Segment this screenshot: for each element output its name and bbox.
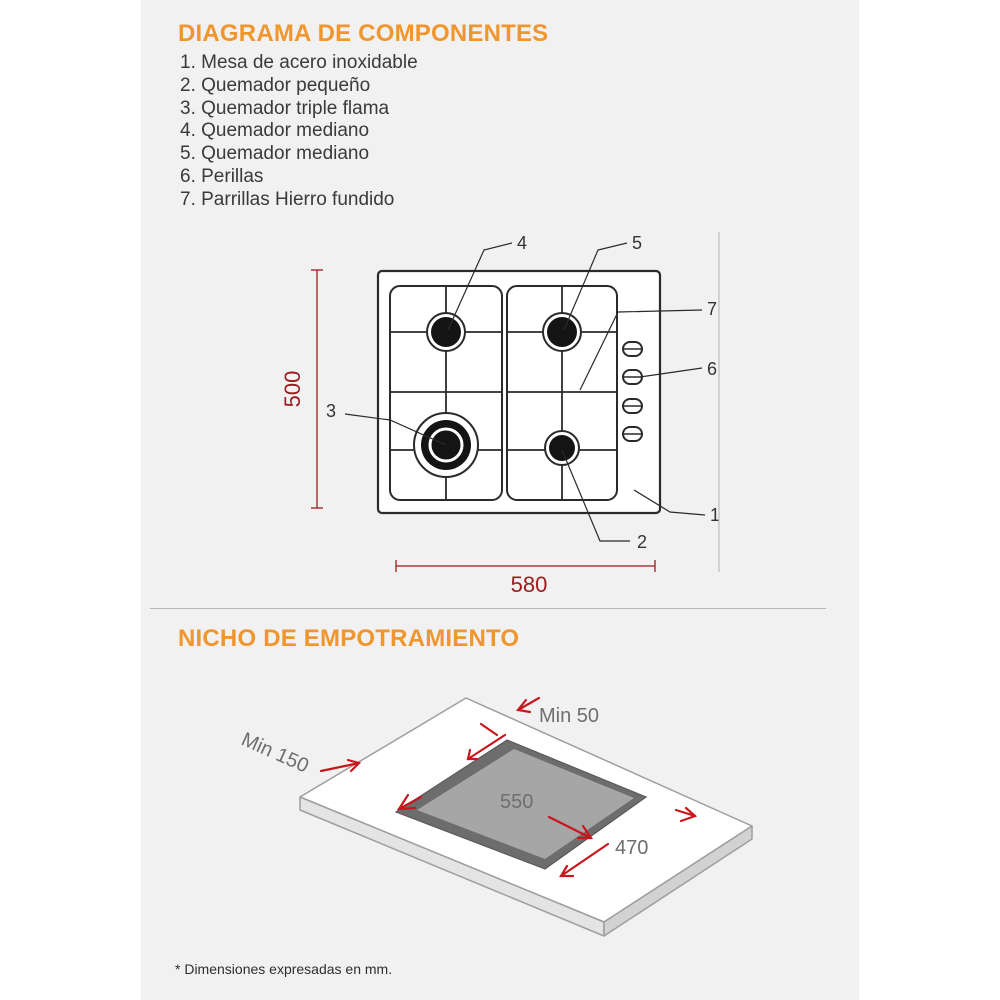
burner-medium-left bbox=[427, 313, 465, 351]
width-dimension-line bbox=[396, 560, 655, 572]
list-item: 5. Quemador mediano bbox=[180, 143, 370, 165]
callout-4: 4 bbox=[517, 233, 528, 253]
callout-6: 6 bbox=[707, 359, 718, 379]
burner-small bbox=[545, 431, 579, 465]
components-title: DIAGRAMA DE COMPONENTES bbox=[178, 20, 549, 47]
list-item: 7. Parrillas Hierro fundido bbox=[180, 188, 395, 210]
niche-title: NICHO DE EMPOTRAMIENTO bbox=[178, 625, 520, 652]
list-item: 1. Mesa de acero inoxidable bbox=[180, 52, 418, 73]
min-top-label: Min 50 bbox=[539, 705, 600, 727]
list-item: 4. Quemador mediano bbox=[180, 120, 370, 142]
inner-width-label: 550 bbox=[500, 791, 534, 813]
callout-5: 5 bbox=[632, 233, 643, 253]
callout-3: 3 bbox=[326, 401, 337, 421]
section-divider bbox=[150, 608, 826, 609]
burner-medium-right bbox=[543, 313, 581, 351]
height-dimension: 500 bbox=[280, 370, 305, 408]
footnote: * Dimensiones expresadas en mm. bbox=[175, 961, 393, 977]
list-item: 2. Quemador pequeño bbox=[180, 74, 371, 96]
min-left-label: Min 150 bbox=[237, 728, 312, 778]
callout-2: 2 bbox=[637, 532, 648, 552]
list-item: 3. Quemador triple flama bbox=[180, 97, 390, 119]
callout-7: 7 bbox=[707, 299, 718, 319]
callout-1: 1 bbox=[710, 505, 721, 525]
height-dimension-line bbox=[311, 270, 323, 508]
inner-depth-label: 470 bbox=[615, 837, 649, 859]
list-item: 6. Perillas bbox=[180, 165, 264, 187]
width-dimension: 580 bbox=[510, 572, 548, 597]
